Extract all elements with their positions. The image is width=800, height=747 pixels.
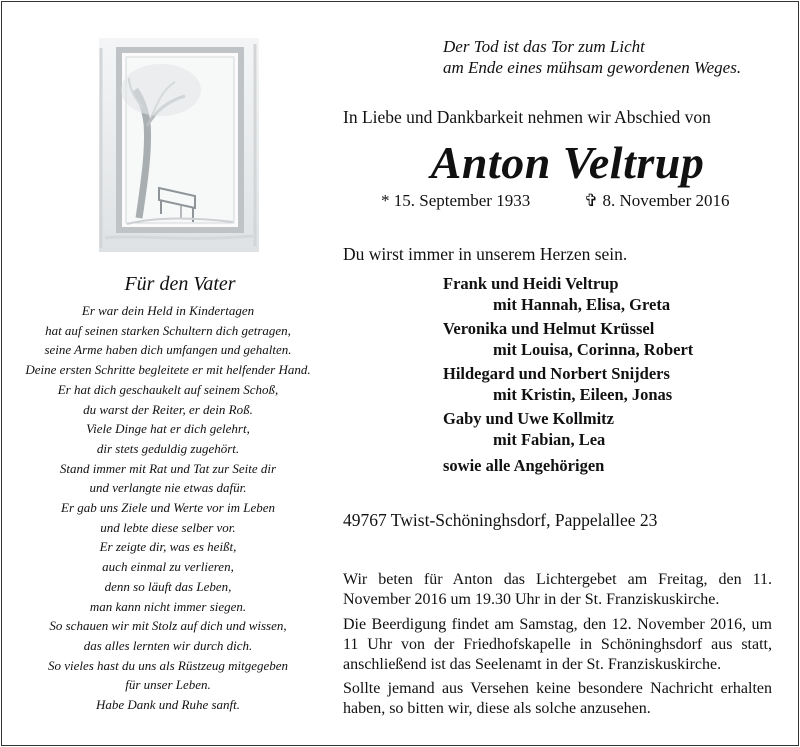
quote-line: am Ende eines mühsam gewordenen Weges. (443, 58, 742, 77)
poem-line: Stand immer mit Rat und Tat zur Seite dir (59, 460, 277, 476)
poem-line: dir stets geduldig zugehört. (96, 440, 240, 456)
window-tree-bench-illustration (99, 38, 259, 252)
funeral-info: Die Beerdigung findet am Samstag, den 12. November 2016, um 11 Uhr von der Friedhofskapelle in Schöninghsdorf aus statt, anschließend ist das Seelenamt in der St. Franziskuskirche. (343, 616, 772, 673)
family-address: 49767 Twist-Schöninghsdorf, Pappelallee 23 (343, 510, 658, 530)
mourner-family (443, 408, 693, 450)
quote-line: Der Tod ist das Tor zum Licht (443, 37, 645, 56)
mourner-children: mit Fabian, Lea (493, 430, 606, 449)
poem-line: das alles lernten wir durch dich. (83, 637, 253, 653)
mourner-names: Hildegard und Norbert Snijders (443, 364, 670, 383)
deceased-name: Anton Veltrup (430, 137, 705, 188)
mourner-family (443, 318, 693, 360)
mourner-names: Veronika und Helmut Krüssel (443, 319, 655, 338)
notice-disclaimer: Sollte jemand aus Versehen keine besondere Nachricht erhalten haben, so bitten wir, diese als solche anzusehen. (343, 680, 772, 717)
poem-line: und lebte diese selber vor. (100, 519, 236, 535)
poem-line: So schauen wir mit Stolz auf dich und wissen, (49, 618, 287, 634)
poem-line: Er war dein Held in Kindertagen (81, 303, 255, 318)
poem-line: und verlangte nie etwas dafür. (89, 480, 247, 496)
poem-line: Habe Dank und Ruhe sanft. (95, 697, 241, 713)
mourner-family (443, 363, 693, 405)
mourner-names: Frank und Heidi Veltrup (443, 274, 619, 293)
poem-line: man kann nicht immer siegen. (89, 598, 247, 614)
farewell-intro: In Liebe und Dankbarkeit nehmen wir Abschied von (343, 107, 711, 127)
poem-line: seine Arme haben dich umfangen und gehalten. (44, 342, 292, 358)
mourner-children: mit Louisa, Corinna, Robert (493, 340, 694, 359)
poem-line: Viele Dinge hat er dich gelehrt, (86, 421, 250, 437)
poem-line: du warst der Reiter, er dein Roß. (83, 401, 253, 417)
death-date: ✞ 8. November 2016 (584, 191, 730, 210)
poem-line: für unser Leben. (125, 677, 211, 693)
poem-line: Er gab uns Ziele und Werte vor im Leben (61, 500, 275, 516)
poem-text (0, 301, 336, 715)
poem-line: Er hat dich geschaukelt auf seinem Schoß, (57, 381, 279, 397)
poem-line: So vieles hast du uns als Rüstzeug mitgegeben (47, 657, 289, 673)
mourner-names: Gaby und Uwe Kollmitz (443, 409, 614, 428)
other-relatives: sowie alle Angehörigen (443, 456, 605, 475)
prayer-info: Wir beten für Anton das Lichtergebet am Freitag, den 11. November 2016 um 19.30 Uhr in der St. Franziskuskirche. (343, 571, 772, 608)
poem-title: Für den Vater (124, 273, 236, 295)
poem-line: auch einmal zu verlieren, (102, 559, 234, 575)
birth-date: * 15. September 1933 (381, 191, 531, 210)
mourners-list (443, 273, 693, 476)
memorial-motto: Du wirst immer in unserem Herzen sein. (343, 244, 628, 264)
mourner-children: mit Hannah, Elisa, Greta (493, 295, 671, 314)
mourner-family (443, 273, 693, 315)
mourner-children: mit Kristin, Eileen, Jonas (493, 385, 673, 404)
opening-quote (443, 36, 741, 78)
poem-line: Deine ersten Schritte begleitete er mit helfender Hand. (25, 362, 311, 378)
poem-line: denn so läuft das Leben, (104, 578, 232, 594)
poem-line: Er zeigte dir, was es heißt, (99, 539, 237, 555)
poem-line: hat auf seinen starken Schultern dich getragen, (45, 322, 291, 338)
